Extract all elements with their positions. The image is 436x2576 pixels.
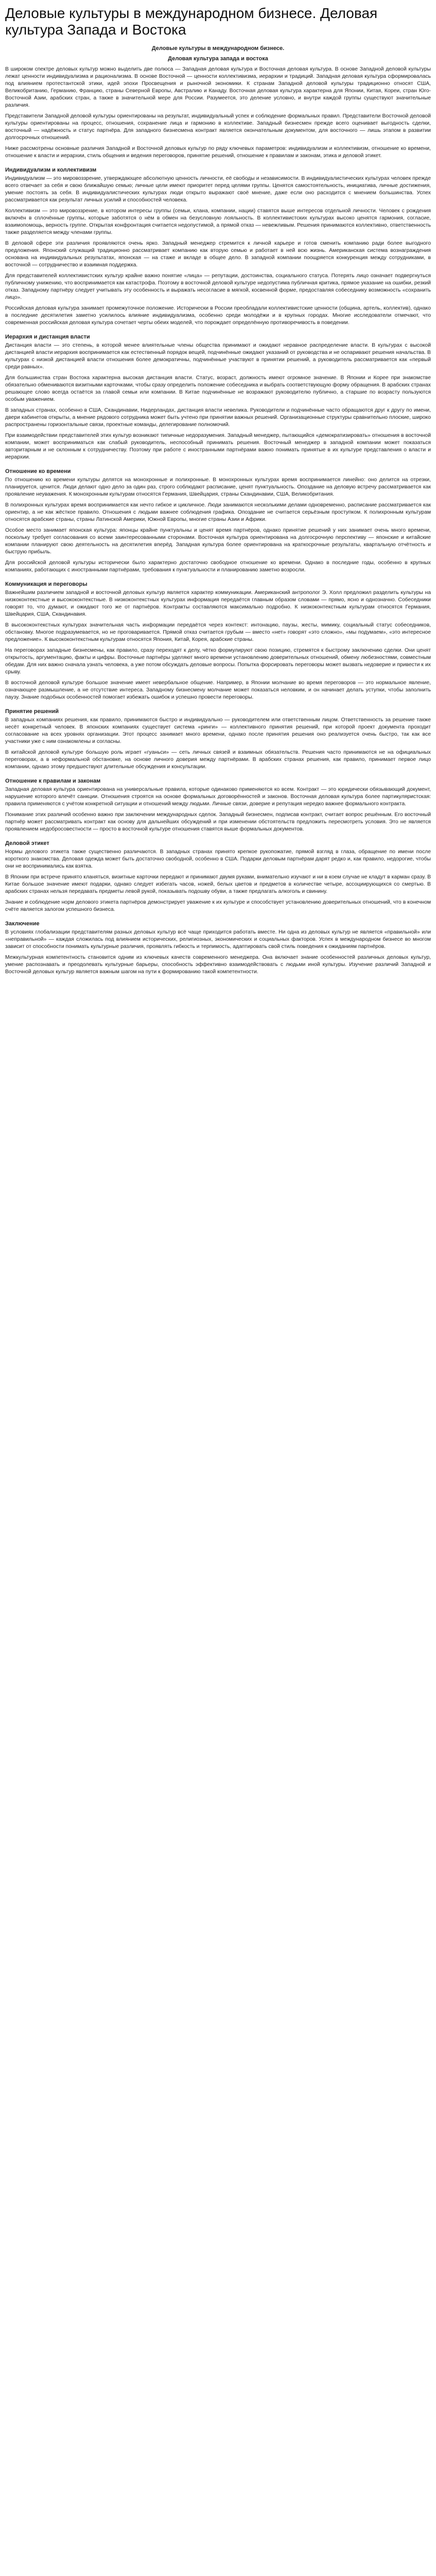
document-page: [0, 0, 436, 990]
body-paragraph: В китайской деловой культуре большую роль играет «гуаньси» — сеть личных связей и взаимных обязательств. Решения часто принимаются не на официальных переговорах, а в неформальной обстановке, на основе личного доверия между партнёрами. В арабских странах решения, как правило, принимает первое лицо компании, однако этому предшествуют длительные обсуждения и консультации.: [5, 750, 431, 770]
body-paragraph: В Японии при встрече принято кланяться, визитные карточки передают и принимают двумя руками, внимательно изучают и ни в коем случае не кладут в карман сразу. В Китае большое значение имеют подарки, однако следует избегать часов, ножей, белых цветов и предметов в количестве четыре, ассоциирующихся со смертью. В арабских странах нельзя передавать предметы левой рукой, показывать подошву обуви, а также предлагать алкоголь и свинину.: [5, 874, 431, 894]
body-paragraph: По отношению ко времени культуры делятся на монохронные и полихронные. В монохронных культурах время воспринимается линейно: оно делится на отрезки, планируется, ценится. Люди делают одно дело за один раз, строго соблюдают расписание, ценят пунктуальность. Опоздание на деловую встречу рассматривается как проявление неуважения. К монохронным культурам относятся Германия, Швейцария, страны Скандинавии, США, Великобритания.: [5, 477, 431, 497]
section-heading: Принятие решений: [5, 708, 59, 715]
section-heading: Индивидуализм и коллективизм: [5, 167, 97, 173]
document-section: [5, 921, 431, 976]
body-paragraph: В высококонтекстных культурах значительная часть информации передаётся через контекст: интонацию, паузы, жесты, мимику, социальный статус собеседников, обстановку. Многое подразумевается, но не проговаривается. Прямой отказ считается грубым — вместо «нет» говорят «это сложно», «мы подумаем», «это интересное предложение». К высококонтекстным культурам относятся Япония, Китай, Корея, арабские страны.: [5, 622, 431, 642]
body-paragraph: В западных странах, особенно в США, Скандинавии, Нидерландах, дистанция власти невелика. Руководители и подчинённые часто обращаются друг к другу по имени, двери кабинетов открыты, а мнение рядового сотрудника может быть учтено при принятии важных решений. Организационные структуры сравнительно плоские, широко распространены горизонтальные связи, проектные команды, делегирование полномочий.: [5, 408, 431, 428]
body-paragraph: Коллективизм — это мировоззрение, в котором интересы группы (семьи, клана, компании, нации) ставятся выше интересов отдельной личности. Человек с рождения включён в сплочённые группы, которые заботятся о нём в обмен на безусловную лояльность. В коллективистских культурах высоко ценятся гармония, согласие, взаимопомощь, верность группе. Открытая конфронтация считается недопустимой, а прямой отказ — невежливым. Решения принимаются коллективно, ответственность также разделяется между членами группы.: [5, 208, 431, 235]
body-paragraph: В деловой сфере эти различия проявляются очень ярко. Западный менеджер стремится к личной карьере и готов сменить компанию ради более выгодного предложения. Японский служащий традиционно рассматривает компанию как вторую семью и работает в ней всю жизнь. Американская система вознаграждения основана на индивидуальных результатах, японская — на стаже и вкладе в общее дело. В западной компании поощряется конкуренция между сотрудниками, в восточной — сотрудничество и взаимная поддержка.: [5, 241, 431, 268]
document-section: [5, 581, 431, 701]
body-paragraph: Знание и соблюдение норм делового этикета партнёров демонстрирует уважение к их культуре и способствует установлению доверительных отношений, что в конечном счёте является залогом успешного бизнеса.: [5, 900, 431, 912]
section-heading: Иерархия и дистанция власти: [5, 334, 90, 340]
document-heading: Деловые культуры в международном бизнесе.: [151, 45, 285, 52]
body-paragraph: В широком спектре деловых культур можно выделить две полюса — Западная деловая культура и Восточная деловая культура. В основе Западной деловой культуры лежат ценности индивидуализма и рационализма. В основе Восточной — ценности коллективизма, иерархии и традиций. Западная деловая культура сформировалась под влиянием протестантской этики, идей эпохи Просвещения и рыночной экономики. К странам Западной деловой культуры традиционно относят США, Великобританию, Германию, Францию, страны Северной Европы, Австралию и Канаду. Восточная деловая культура характерна для Японии, Китая, Кореи, стран Юго-Восточной Азии, арабских стран, а также в значительной мере для России. Разумеется, это деление условно, и внутри каждой группы существуют значительные различия.: [5, 66, 431, 108]
document-body: [5, 66, 431, 976]
document-section: [5, 778, 431, 833]
body-paragraph: Российская деловая культура занимает промежуточное положение. Исторически в России преобладали коллективистские ценности (община, артель, коллектив), однако в последние десятилетия заметно усилилось влияние индивидуализма, особенно среди молодёжи и в крупных городах. Многие исследователи отмечают, что современная российская деловая культура сочетает черты обеих моделей, что порождает определённую противоречивость в поведении.: [5, 306, 431, 326]
body-paragraph: Западная деловая культура ориентирована на универсальные правила, которые одинаково применяются ко всем. Контракт — это юридически обязывающий документ, нарушение которого влечёт санкции. Отношения строятся на основе формальных договорённостей и законов. Восточная деловая культура более партикуляристская: правила применяются с учётом конкретной ситуации и отношений между людьми. Личные связи, доверие и репутация нередко важнее формального контракта.: [5, 787, 431, 807]
section-heading: Деловой этикет: [5, 840, 49, 846]
document-section: [5, 708, 431, 771]
body-paragraph: Межкультурная компетентность становится одним из ключевых качеств современного менеджера. Она включает знание особенностей различных деловых культур, умение распознавать и преодолевать культурные барьеры, способность эффективно взаимодействовать с людьми иной культуры. Изучение различий Западной и Восточной деловых культур является важным шагом на пути к формированию такой компетентности.: [5, 955, 431, 975]
section-heading: Отношение ко времени: [5, 468, 71, 474]
body-paragraph: Ниже рассмотрены основные различия Западной и Восточной деловых культур по ряду ключевых параметров: индивидуализм и коллективизм, отношение ко времени, отношение к власти и иерархии, стиль общения и ведения переговоров, принятие решений, отношение к правилам и законам, этика и деловой этикет.: [5, 146, 431, 159]
body-paragraph: Понимание этих различий особенно важно при заключении международных сделок. Западный бизнесмен, подписав контракт, считает вопрос решённым. Его восточный партнёр может рассматривать контракт как основу для дальнейших обсуждений и при изменении обстоятельств предложить пересмотреть условия. Это не является проявлением недобросовестности — просто в восточной культуре отношения ставятся выше формальных документов.: [5, 812, 431, 832]
body-paragraph: Для представителей коллективистских культур крайне важно понятие «лица» — репутации, достоинства, социального статуса. Потерять лицо означает подвергнуться публичному унижению, что воспринимается как катастрофа. Поэтому в восточной деловой культуре недопустима публичная критика, прямое указание на ошибки, резкий отказ. Западному партнёру следует учитывать эту особенность и выражать несогласие в мягкой, косвенной форме, предоставляя собеседнику возможность «сохранить лицо».: [5, 273, 431, 300]
section-heading: Отношение к правилам и законам: [5, 778, 101, 784]
body-paragraph: Особое место занимает японская культура: японцы крайне пунктуальны и ценят время партнёров, однако принятие решений у них занимает очень много времени, поскольку требует согласования со всеми заинтересованными сторонами. Восточная культура ориентирована на долгосрочную перспективу — японские и китайские компании планируют свою деятельность на десятилетия вперёд. Западная культура более ориентирована на краткосрочные результаты, квартальную отчётность и быструю прибыль.: [5, 528, 431, 555]
section-heading: Заключение: [5, 921, 40, 927]
body-paragraph: В условиях глобализации представителям разных деловых культур всё чаще приходится работать вместе. Ни одна из деловых культур не является «правильной» или «неправильной» — каждая сложилась под влиянием исторических, религиозных, экономических и социальных факторов. Успех в международном бизнесе во многом зависит от способности понимать культурные различия, проявлять гибкость и терпимость, адаптировать свой стиль поведения к ожиданиям партнёров.: [5, 929, 431, 950]
page-title: Деловые культуры в международном бизнесе. Деловая культура Запада и Востока: [5, 5, 378, 38]
body-paragraph: Важнейшим различием западной и восточной деловых культур является характер коммуникации. Американский антрополог Э. Холл предложил разделить культуры на низкоконтекстные и высококонтекстные. В низкоконтекстных культурах информация передаётся главным образом словами — прямо, ясно и однозначно. Собеседники говорят то, что думают, и ожидают того же от партнёров. Контракты составляются максимально подробно. К низкоконтекстным культурам относятся Германия, Швейцария, США, Скандинавия.: [5, 590, 431, 617]
body-paragraph: Нормы делового этикета также существенно различаются. В западных странах принято крепкое рукопожатие, прямой взгляд в глаза, обращение по имени после короткого знакомства. Деловая одежда может быть достаточно свободной, особенно в США. Подарки деловым партнёрам дарят редко и, как правило, недорогие, чтобы они не воспринимались как взятка.: [5, 849, 431, 869]
body-paragraph: В восточной деловой культуре большое значение имеет невербальное общение. Например, в Японии молчание во время переговоров — это нормальное явление, означающее размышление, а не отсутствие интереса. Западному бизнесмену молчание может показаться неловким, и он начинает делать уступки, чтобы заполнить паузу. Знание подобных особенностей помогает избежать ошибок и успешно провести переговоры.: [5, 680, 431, 700]
document-section: [5, 840, 431, 913]
body-paragraph: При взаимодействии представителей этих культур возникают типичные недоразумения. Западный менеджер, пытающийся «демократизировать» отношения в восточной компании, может восприниматься как слабый руководитель, неспособный принимать решения. Восточный менеджер в западной компании может показаться авторитарным и не склонным к сотрудничеству. Поэтому при работе с иностранными партнёрами важно понимать принятые в их культуре представления о власти и иерархии.: [5, 433, 431, 460]
section-heading: Коммуникация и переговоры: [5, 581, 88, 587]
document-section: [5, 468, 431, 574]
body-paragraph: Дистанция власти — это степень, в которой менее влиятельные члены общества принимают и ожидают неравное распределение власти. В культурах с высокой дистанцией власти иерархия воспринимается как естественный порядок вещей, подчинённые ожидают указаний от руководства и не оспаривают решения начальства. В культурах с низкой дистанцией власти отношения более демократичны, подчинённые участвуют в принятии решений, а руководитель рассматривается как «первый среди равных».: [5, 343, 431, 370]
body-paragraph: В полихронных культурах время воспринимается как нечто гибкое и цикличное. Люди занимаются несколькими делами одновременно, расписание рассматривается как ориентир, а не как жёсткое правило. Отношения с людьми важнее соблюдения графика. Опоздание не считается серьёзным проступком. К полихронным культурам относятся арабские страны, страны Латинской Америки, Южной Европы, многие страны Азии и Африки.: [5, 502, 431, 522]
body-paragraph: Для большинства стран Востока характерна высокая дистанция власти. Статус, возраст, должность имеют огромное значение. В Японии и Корее при знакомстве обязательно обмениваются визитными карточками, чтобы сразу определить положение собеседника и выбрать соответствующую форму обращения. В арабских странах решающее слово всегда остаётся за главой семьи или компании. В Китае подчинённые не возражают руководителю публично, а старшие по возрасту пользуются особым уважением.: [5, 375, 431, 402]
document-section: [5, 334, 431, 461]
body-paragraph: На переговорах западные бизнесмены, как правило, сразу переходят к делу, чётко формулируют свою позицию, стремятся к быстрому заключению сделки. Они ценят открытость, аргументацию, факты и цифры. Восточные партнёры уделяют много времени установлению доверительных отношений, обмену любезностями, совместным обедам. Для них важно сначала узнать человека, а уже потом обсуждать деловые вопросы. Попытка форсировать переговоры может вызвать недоверие и привести к их срыву.: [5, 648, 431, 675]
document-section: [5, 66, 431, 160]
body-paragraph: Для российской деловой культуры исторически было характерно достаточно свободное отношение ко времени. Однако в последние годы, особенно в крупных компаниях, работающих с иностранными партнёрами, требования к пунктуальности и планированию заметно возросли.: [5, 560, 431, 573]
body-paragraph: Индивидуализм — это мировоззрение, утверждающее абсолютную ценность личности, её свободы и независимости. В индивидуалистических культурах человек прежде всего отвечает за себя и свою ближайшую семью; личные цели имеют приоритет перед целями группы. Ценятся самостоятельность, инициатива, личные достижения, умение постоять за себя. В индивидуалистических культурах люди открыто выражают своё мнение, даже если оно расходится с мнением большинства. Успех рассматривается как результат личных усилий и способностей человека.: [5, 176, 431, 203]
body-paragraph: Представители Западной деловой культуры ориентированы на результат, индивидуальный успех и соблюдение формальных правил. Представители Восточной деловой культуры ориентированы на процесс, отношения, сохранение лица и гармонию в коллективе. Западный бизнесмен прежде всего оценивает выгодность сделки, восточный — надёжность и статус партнёра. Для западного бизнесмена контракт является окончательным документом, для восточного — лишь этапом в развитии долгосрочных отношений.: [5, 113, 431, 141]
document-section: [5, 167, 431, 327]
document-subheading: Деловая культура запада и востока: [168, 56, 268, 62]
body-paragraph: В западных компаниях решения, как правило, принимаются быстро и индивидуально — руководителем или ответственным лицом. Ответственность за решение также несёт конкретный человек. В японских компаниях существует система «ринги» — коллективного принятия решений, при которой проект документа проходит согласование на всех уровнях организации. Этот процесс занимает много времени, однако после принятия решения оно реализуется очень быстро, так как все участники уже с ним ознакомлены и согласны.: [5, 717, 431, 744]
